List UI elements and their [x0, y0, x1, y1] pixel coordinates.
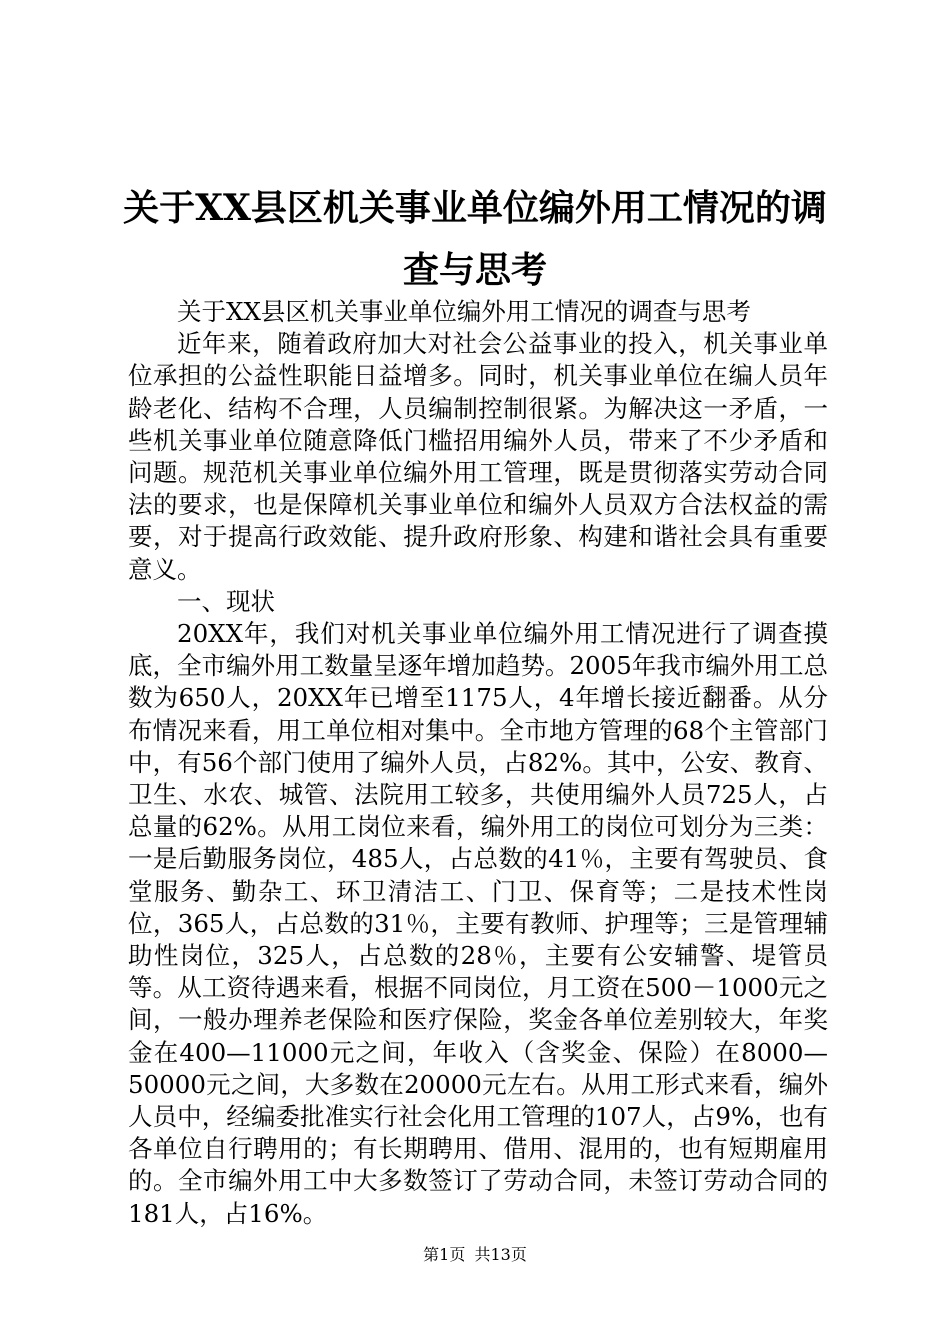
page-total: 共13页: [474, 1245, 527, 1264]
page-footer: [0, 1245, 950, 1265]
section-heading: 一、现状: [177, 586, 275, 616]
document-body: [128, 296, 828, 1230]
page-number: 第1页: [423, 1245, 466, 1264]
status-paragraph: 20XX年，我们对机关事业单位编外用工情况进行了调查摸底，全市编外用工数量呈逐年增加趋势。2005年我市编外用工总数为650人，20XX年已增至1175人，4年增长接近翻番。从分布情况来看，用工单位相对集中。全市地方管理的68个主管部门中，有56个部门使用了编外人员，占82%。其中，公安、教育、卫生、水农、城管、法院用工较多，共使用编外人员725人，占总量的62%。从用工岗位来看，编外用工的岗位可划分为三类：一是后勤服务岗位，485人，占总数的41％，主要有驾驶员、食堂服务、勤杂工、环卫清洁工、门卫、保育等；二是技术性岗位，365人，占总数的31％，主要有教师、护理等；三是管理辅助性岗位，325人，占总数的28％，主要有公安辅警、堤管员等。从工资待遇来看，根据不同岗位，月工资在500－1000元之间，一般办理养老保险和医疗保险，奖金各单位差别较大，年奖金在400—11000元之间，年收入（含奖金、保险）在8000—50000元之间，大多数在20000元左右。从用工形式来看，编外人员中，经编委批准实行社会化用工管理的107人，占9%，也有各单位自行聘用的；有长期聘用、借用、混用的，也有短期雇用的。全市编外用工中大多数签订了劳动合同，未签订劳动合同的181人，占16%。: [128, 619, 828, 1228]
subtitle-paragraph: 关于XX县区机关事业单位编外用工情况的调查与思考: [177, 297, 751, 326]
document-title-line-2: 查与思考: [402, 249, 547, 291]
document-title-line-1: 关于XX县区机关事业单位编外用工情况的调: [123, 187, 827, 229]
intro-paragraph: 近年来，随着政府加大对社会公益事业的投入，机关事业单位承担的公益性职能日益增多。同时，机关事业单位在编人员年龄老化、结构不合理，人员编制控制很紧。为解决这一矛盾，一些机关事业单位随意降低门槛招用编外人员，带来了不少矛盾和问题。规范机关事业单位编外用工管理，既是贯彻落实劳动合同法的要求，也是保障机关事业单位和编外人员双方合法权益的需要，对于提高行政效能、提升政府形象、构建和谐社会具有重要意义。: [128, 329, 828, 584]
